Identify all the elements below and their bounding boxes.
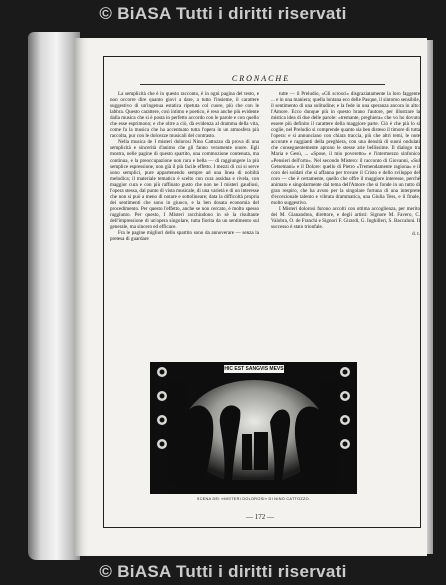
watermark-bottom: © BiASA Tutti i diritti riservati <box>99 562 347 581</box>
scene-motto-banner: HIC EST SANGVIS MEVS <box>224 366 284 372</box>
header-rule <box>140 84 385 85</box>
watermark-top: © BiASA Tutti i diritti riservati <box>99 4 347 23</box>
section-header: CRONACHE <box>231 74 291 83</box>
page-edge <box>427 40 433 554</box>
paragraph: I Misteri dolorosi furono accolti con ottima accoglienza, per merito dei M. Gianandrea, direttore, e degli artisti: Signore M. Favero, C. Valobra, O. de Franchi e Signori F. Girardi, G. Inghilleri, S. Baccaloni. Il successo è stato trionfale. <box>271 205 420 231</box>
figure-caption: SCENA DEI «MISTERI DOLOROSI» DI NINO CATTOZZO. <box>196 497 311 501</box>
author-signature: d. t. <box>412 231 420 238</box>
paragraph: tutte — il Preludio, «Gli scrosci» disgraziatamente la loro faggente ... e in una maniera; quella lontana eco delle Pasque, il sintomo sensibile, il sentimento di una solitudine; e la fede in una speranza ancora in alto: l'Amore. Ecco dunque più in questo brano l'autore, per illustrare la mistica idea di due delle parole: «tremante, preghiera» che vo ho dovuto essere più definito il carattere della maggiore parte. Ciò è che più lo si coglie, nel Preludio si comprende quanto sia ben disteso il timore di tutta l'opera: e si annunciano con chiara traccia, più che altri temi, le note accorate e raggianti della preghiera, con una densità di suoni ondulati che conseguentemente aprono le stesse arie bellissime. Il dialogo tra Maria e Gesù, ... «Spose, il mio poveretto» e l'intermezzo sinfonico «Pensieri dell'orto». Nel secondo Mistero: il racconto di Giovanni, «Sul Getsemani» e il Dolore: quello di Pietro «Tremendamente ragiona» e il coro dei soldati che si affanna per trovare il Cristo e dello sviluppo del coro — che è certamente, quello che offre il maggiore interesse, perché animato e singolarmente dal tema dell'Amore che si fonde in un tutto di gran respiro, che ha avuto per la singolare fortuna di una interprete d'eccezionale talento e vibrata drammatica, una Giulia Tess, e il finale, molto suggestivo. <box>271 91 420 206</box>
paragraph: La semplicità che è in questo racconto, è in ogni pagina del testo, e non occorre dire quanto giovi a dare, a tutto l'insieme, il carattere suggestivo di un'ingenua estatica ripetuta col cuore, più che con le labbra. Questo carattere, così intimo e poetico, è reso anche più evidente dalla musica che si è posta in perfetto accordo con le parole e con quello che esse esprimono; e che oltre a ciò, dà evidenza al dramma della vita, come fa la musica che ha accentuato tutta l'opera in un atmosfera più raccolta, pur con le dolcezze musicali del contrasto. <box>110 91 259 140</box>
paragraph: Nella musica de I misteri dolorosi Nino Cattozzo dà prova di una semplicità e sincerità d'animo che gli fanno veramente onore. Egli mostra, nelle pagine di questo spartito, una commozione contenuta, ma continua, e la preoccupazione non rara e bella — di raggiungere la più semplice espressione, non già il più facile effetto. I mezzi di cui si serve sono semplici, pure appartenendo sempre ad una linea di nobiltà melodica; il materiale tematico è scelto con cura assidua e rivela, con maggior cura e con più raffinato gusto che non ne I misteri gaudiosi, l'opera stessa, dal punto di vista musicale, di una varietà e di un interesse che non si può a meno di notare e sottolineare; data la difficoltà propria dei sentimenti che sono in giuoco, e la ben dosata economia del procedimento. Per questo l'effetto, anche se non cercato, è molto spesso raggiunto. Per questo, I Misteri racchiudono in sè la risultante dell'impressione di un'opera singolare, tutta fiorita da un sentimento sul generale, ma sincero ed efficace. <box>110 139 259 231</box>
book-spine <box>28 32 80 560</box>
paragraph: Fra le pagine migliori dello spartito sono da annoverare — senza la pretesa di guardare <box>110 230 259 243</box>
stage-scene-illustration <box>150 362 357 494</box>
scene-picture <box>150 362 357 494</box>
page-number: — 172 — <box>246 513 274 521</box>
text-column-left <box>110 91 259 331</box>
text-column-right <box>271 91 420 331</box>
